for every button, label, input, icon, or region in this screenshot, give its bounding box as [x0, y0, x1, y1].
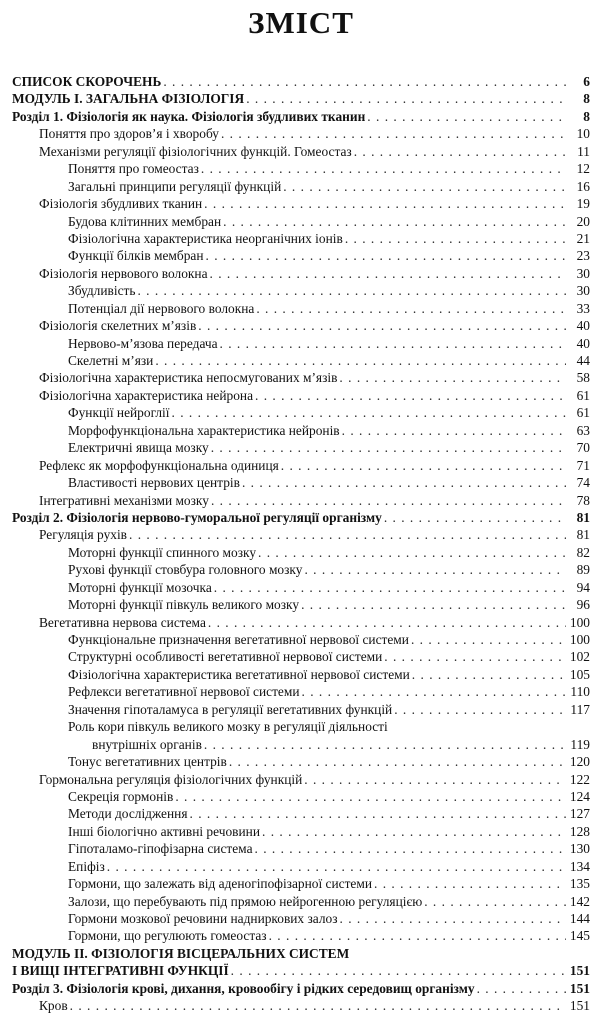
- dot-leader: [262, 823, 566, 840]
- toc-entry-page: 151: [569, 963, 590, 979]
- toc-entry[interactable]: [12, 893, 590, 910]
- toc-entry[interactable]: [12, 823, 590, 840]
- toc-entry[interactable]: [12, 596, 590, 613]
- dot-leader: [339, 369, 566, 386]
- toc-entry-title: Значення гіпоталамуса в регуляції вегетативних функцій: [68, 701, 393, 717]
- toc-entry-title: Фізіологія збудливих тканин: [39, 196, 203, 212]
- toc-entry-page: 21: [576, 230, 590, 246]
- toc-list: [12, 73, 590, 1015]
- toc-entry-title: Поняття про гомеостаз: [68, 161, 199, 177]
- toc-entry-page: 128: [569, 823, 590, 839]
- dot-leader: [304, 771, 566, 788]
- toc-entry-page: 117: [570, 701, 590, 717]
- dot-leader: [258, 544, 566, 561]
- toc-entry[interactable]: [12, 997, 590, 1014]
- toc-entry[interactable]: [12, 492, 590, 509]
- dot-leader: [231, 962, 566, 979]
- toc-entry[interactable]: [12, 701, 590, 718]
- dot-leader: [256, 300, 566, 317]
- dot-leader: [198, 317, 566, 334]
- toc-entry-line2: [12, 962, 590, 979]
- toc-entry[interactable]: [12, 73, 590, 90]
- toc-entry[interactable]: [12, 771, 590, 788]
- toc-entry-title: Скелетні м’язи: [68, 353, 154, 368]
- toc-entry-page: 151: [569, 980, 590, 996]
- toc-entry-title: Рефлекс як морфофункціональна одиниця: [39, 457, 279, 473]
- toc-entry[interactable]: [12, 404, 590, 421]
- toc-entry[interactable]: [12, 858, 590, 875]
- dot-leader: [269, 927, 566, 944]
- dot-leader: [412, 666, 566, 683]
- toc-entry-page: 151: [569, 998, 590, 1014]
- toc-entry[interactable]: [12, 840, 590, 857]
- toc-entry-title: МОДУЛЬ II. ФІЗІОЛОГІЯ ВІСЦЕРАЛЬНИХ СИСТЕМ: [12, 945, 350, 961]
- dot-leader: [175, 788, 566, 805]
- toc-entry-page: 71: [576, 457, 590, 473]
- toc-entry[interactable]: [12, 213, 590, 230]
- dot-leader: [172, 404, 566, 421]
- toc-entry-title: СПИСОК СКОРОЧЕНЬ: [12, 74, 162, 89]
- toc-entry-page: 30: [576, 283, 590, 299]
- toc-entry-title: Методи дослідження: [68, 806, 188, 822]
- toc-entry-page: 44: [576, 353, 590, 368]
- toc-entry-page: 134: [569, 858, 590, 874]
- toc-entry[interactable]: [12, 178, 590, 195]
- toc-entry[interactable]: [12, 317, 590, 334]
- toc-entry[interactable]: [12, 788, 590, 805]
- toc-entry-page: 58: [576, 370, 590, 386]
- toc-entry[interactable]: [12, 544, 590, 561]
- dot-leader: [304, 561, 566, 578]
- toc-entry-page: 30: [576, 265, 590, 281]
- toc-entry-title: Тонус вегетативних центрів: [68, 754, 227, 770]
- toc-entry-title: Фізіологічна характеристика неорганічних іонів: [68, 230, 343, 246]
- toc-entry-title: Гормональна регуляція фізіологічних функцій: [39, 771, 303, 787]
- dot-leader: [394, 701, 566, 718]
- toc-entry-page: 124: [569, 788, 590, 804]
- dot-leader: [384, 509, 566, 526]
- dot-leader: [384, 648, 566, 665]
- toc-entry-title: Фізіологія скелетних м’язів: [39, 318, 197, 334]
- dot-leader: [411, 631, 566, 648]
- toc-entry-title: Фізіологічна характеристика вегетативної нервової системи: [68, 666, 410, 682]
- toc-entry-title: Інші біологічно активні речовини: [68, 823, 260, 839]
- dot-leader: [129, 526, 566, 543]
- dot-leader: [211, 439, 566, 456]
- dot-leader: [281, 457, 566, 474]
- toc-entry-page: 130: [569, 841, 590, 857]
- toc-entry-page: 16: [576, 178, 590, 194]
- toc-entry[interactable]: [12, 335, 590, 352]
- toc-entry[interactable]: [12, 805, 590, 822]
- toc-entry-title: Нервово-м’язова передача: [68, 335, 218, 351]
- dot-leader: [107, 858, 566, 875]
- toc-entry-title: Будова клітинних мембран: [68, 213, 222, 229]
- toc-entry-title: Поняття про здоров’я і хворобу: [39, 126, 219, 142]
- toc-entry-title: Інтегративні механізми мозку: [39, 492, 209, 508]
- toc-entry-title: Моторні функції спинного мозку: [68, 544, 257, 560]
- dot-leader: [424, 893, 566, 910]
- toc-entry-title: Функції білків мембран: [68, 248, 204, 264]
- toc-entry[interactable]: [12, 160, 590, 177]
- dot-leader: [301, 596, 566, 613]
- toc-entry-page: 23: [576, 248, 590, 264]
- toc-entry-page: 40: [576, 335, 590, 351]
- toc-entry-title: Механізми регуляції фізіологічних функцій. Гомеостаз: [39, 143, 352, 159]
- dot-leader: [229, 753, 566, 770]
- dot-leader: [354, 143, 566, 160]
- toc-entry-title: Вегетативна нервова система: [39, 614, 206, 630]
- toc-entry-page: 81: [576, 509, 590, 525]
- toc-entry-page: 142: [569, 893, 590, 909]
- toc-entry[interactable]: [12, 247, 590, 264]
- toc-entry-title: Епіфіз: [68, 858, 105, 874]
- toc-entry[interactable]: [12, 718, 590, 753]
- toc-entry-title: Секреція гормонів: [68, 788, 174, 804]
- dot-leader: [255, 387, 566, 404]
- toc-entry-title: Потенціал дії нервового волокна: [68, 300, 255, 316]
- dot-leader: [220, 335, 566, 352]
- toc-entry-page: 74: [576, 475, 590, 491]
- toc-entry[interactable]: [12, 422, 590, 439]
- toc-entry-title: Функції нейроглії: [68, 405, 170, 421]
- toc-entry-title-continued: І ВИЩІ ІНТЕГРАТИВНІ ФУНКЦІЇ: [12, 963, 229, 979]
- toc-entry-page: 145: [569, 928, 590, 944]
- toc-entry[interactable]: [12, 666, 590, 683]
- toc-entry[interactable]: [12, 230, 590, 247]
- dot-leader: [283, 178, 566, 195]
- toc-entry[interactable]: [12, 927, 590, 944]
- dot-leader: [255, 840, 566, 857]
- toc-entry[interactable]: [12, 457, 590, 474]
- dot-leader: [137, 282, 566, 299]
- toc-entry-title-continued: внутрішніх органів: [92, 736, 202, 752]
- toc-entry-page: 100: [569, 632, 590, 647]
- toc-entry[interactable]: [12, 875, 590, 892]
- toc-entry[interactable]: [12, 753, 590, 770]
- toc-entry-title: Функціональне призначення вегетативної нервової системи: [68, 632, 409, 647]
- dot-leader: [190, 805, 567, 822]
- toc-entry-title: Кров: [39, 998, 68, 1014]
- dot-leader: [155, 352, 566, 369]
- toc-entry-page: 119: [570, 736, 590, 752]
- dot-leader: [208, 614, 566, 631]
- toc-entry-page: 82: [576, 544, 590, 560]
- toc-entry-title: Гормони, що регулюють гомеостаз: [68, 928, 267, 944]
- toc-entry[interactable]: [12, 125, 590, 142]
- toc-entry-page: 78: [576, 492, 590, 508]
- toc-entry[interactable]: [12, 108, 590, 125]
- toc-entry-page: 100: [569, 614, 590, 630]
- toc-entry-page: 63: [576, 422, 590, 438]
- toc-entry[interactable]: [12, 265, 590, 282]
- toc-entry-page: 6: [583, 74, 590, 89]
- toc-entry-title: Рефлекси вегетативної нервової системи: [68, 684, 300, 700]
- toc-entry[interactable]: [12, 910, 590, 927]
- toc-entry[interactable]: [12, 561, 590, 578]
- dot-leader: [201, 160, 566, 177]
- toc-entry-page: 11: [577, 143, 590, 159]
- toc-entry[interactable]: [12, 282, 590, 299]
- toc-entry[interactable]: [12, 980, 590, 997]
- toc-entry-title: МОДУЛЬ І. ЗАГАЛЬНА ФІЗІОЛОГІЯ: [12, 91, 245, 107]
- toc-entry-title: Роль кори півкуль великого мозку в регуляції діяльності: [68, 719, 388, 735]
- dot-leader: [477, 980, 566, 997]
- dot-leader: [345, 230, 566, 247]
- dot-leader: [223, 213, 566, 230]
- toc-entry-title: Рухові функції стовбура головного мозку: [68, 562, 303, 578]
- toc-entry-title: Гормони мозкової речовини надниркових залоз: [68, 911, 338, 926]
- toc-entry-title: Збудливість: [68, 283, 136, 299]
- toc-entry[interactable]: [12, 945, 590, 980]
- toc-entry-title: Залози, що перебувають під прямою нейрогенною регуляцією: [68, 893, 423, 909]
- toc-entry-page: 19: [576, 196, 590, 212]
- dot-leader: [374, 875, 566, 892]
- dot-leader: [221, 125, 566, 142]
- dot-leader: [340, 910, 567, 927]
- dot-leader: [242, 474, 566, 491]
- dot-leader: [302, 683, 566, 700]
- toc-entry-page: 33: [576, 300, 590, 316]
- toc-entry-page: 120: [569, 754, 590, 770]
- toc-entry-page: 12: [576, 161, 590, 177]
- toc-entry-page: 70: [576, 440, 590, 456]
- dot-leader: [204, 736, 566, 753]
- toc-entry-page: 40: [576, 318, 590, 334]
- toc-entry-page: 61: [576, 387, 590, 403]
- dot-leader: [163, 73, 566, 90]
- toc-entry-title: Розділ 1. Фізіологія як наука. Фізіологія збудливих тканин: [12, 108, 366, 124]
- toc-entry-page: 122: [569, 771, 590, 787]
- dot-leader: [214, 579, 566, 596]
- toc-entry[interactable]: [12, 526, 590, 543]
- toc-entry[interactable]: [12, 474, 590, 491]
- toc-entry-title: Гіпоталамо-гіпофізарна система: [68, 841, 253, 857]
- dot-leader: [246, 90, 566, 107]
- toc-entry-page: 8: [583, 108, 590, 124]
- dot-leader: [210, 265, 566, 282]
- dot-leader: [342, 422, 566, 439]
- toc-entry[interactable]: [12, 195, 590, 212]
- dot-leader: [211, 492, 566, 509]
- page-title: ЗМІСТ: [248, 5, 354, 40]
- toc-entry-title: Морфофункціональна характеристика нейронів: [68, 422, 340, 438]
- toc-entry-title: Фізіологічна характеристика непосмугованих м’язів: [39, 370, 338, 386]
- toc-entry-title: Фізіологія нервового волокна: [39, 265, 208, 281]
- toc-entry[interactable]: [12, 352, 590, 369]
- toc-entry-title: Моторні функції півкуль великого мозку: [68, 597, 300, 613]
- toc-entry[interactable]: [12, 579, 590, 596]
- toc-entry[interactable]: [12, 614, 590, 631]
- dot-leader: [367, 108, 566, 125]
- toc-entry-page: 89: [576, 562, 590, 578]
- toc-entry-page: 96: [576, 597, 590, 613]
- toc-entry[interactable]: [12, 509, 590, 526]
- toc-entry-title: Розділ 2. Фізіологія нервово-гуморальної регуляції організму: [12, 509, 382, 525]
- toc-entry-title: Розділ 3. Фізіологія крові, дихання, кровообігу і рідких середовищ організму: [12, 980, 475, 996]
- dot-leader: [204, 195, 566, 212]
- toc-entry-title: Гормони, що залежать від аденогіпофізарної системи: [68, 876, 373, 892]
- toc-entry[interactable]: [12, 369, 590, 386]
- dot-leader: [70, 997, 566, 1014]
- toc-entry[interactable]: [12, 631, 590, 648]
- toc-entry-title: Властивості нервових центрів: [68, 475, 240, 491]
- toc-entry-page: 10: [576, 126, 590, 142]
- toc-entry-title: Структурні особливості вегетативної нервової системи: [68, 649, 383, 665]
- toc-entry-page: 144: [569, 911, 590, 926]
- toc-entry[interactable]: [12, 300, 590, 317]
- toc-entry-line2: [68, 736, 590, 753]
- toc-entry-page: 61: [576, 405, 590, 421]
- toc-entry-page: 110: [570, 684, 590, 700]
- toc-entry-title: Моторні функції мозочка: [68, 579, 212, 595]
- toc-entry-title: Регуляція рухів: [39, 527, 127, 543]
- toc-entry-page: 20: [576, 213, 590, 229]
- toc-entry-title: Загальні принципи регуляції функцій: [68, 178, 282, 194]
- toc-entry[interactable]: [12, 387, 590, 404]
- toc-entry-title: Електричні явища мозку: [68, 440, 209, 456]
- toc-entry[interactable]: [12, 648, 590, 665]
- toc-entry-page: 105: [569, 666, 590, 682]
- toc-entry-page: 127: [569, 806, 590, 822]
- toc-entry-title: Фізіологічна характеристика нейрона: [39, 387, 254, 403]
- dot-leader: [206, 247, 566, 264]
- toc-entry[interactable]: [12, 439, 590, 456]
- toc-entry-page: 81: [576, 527, 590, 543]
- toc-entry[interactable]: [12, 143, 590, 160]
- toc-entry[interactable]: [12, 683, 590, 700]
- toc-entry-page: 135: [569, 876, 590, 892]
- toc-entry-page: 8: [583, 91, 590, 107]
- toc-entry-page: 94: [576, 579, 590, 595]
- toc-entry-page: 102: [569, 649, 590, 665]
- toc-entry[interactable]: [12, 90, 590, 107]
- title-spacer: [12, 64, 590, 73]
